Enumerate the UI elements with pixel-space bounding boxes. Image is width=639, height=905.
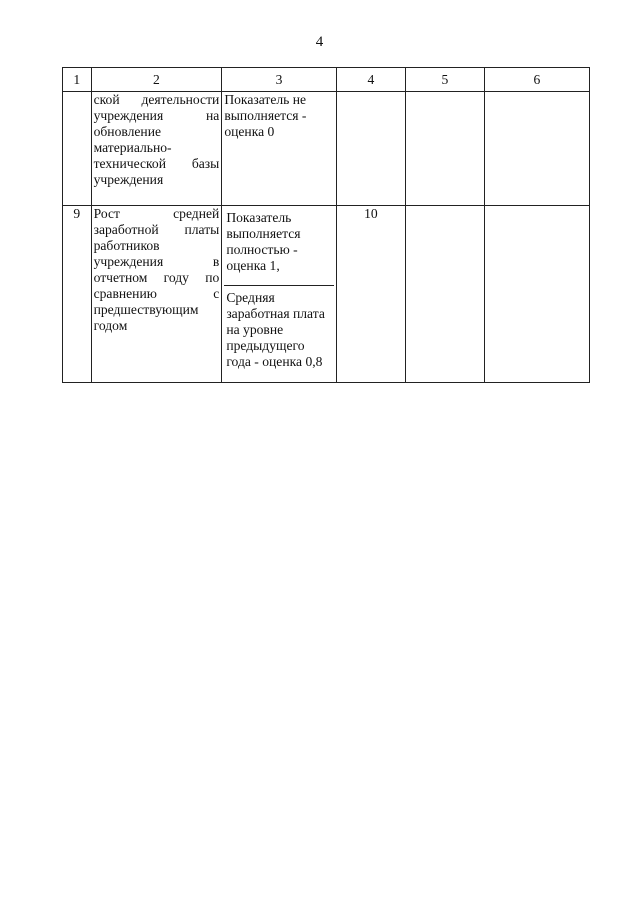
row-9-criteria-cell <box>222 206 336 383</box>
page-number: 4 <box>315 34 324 50</box>
header-cell-3: 3 <box>222 68 336 92</box>
header-cell-2: 2 <box>91 68 222 92</box>
row-9-col6 <box>484 206 589 383</box>
table-row <box>63 92 590 206</box>
row-9-number: 9 <box>63 206 92 383</box>
header-cell-4: 4 <box>336 68 405 92</box>
row-9-max-score: 10 <box>336 206 405 383</box>
table-header-row <box>63 68 590 92</box>
row-9-criteria-1: Показатель выполняется полностью - оценка 1, <box>224 206 333 286</box>
row-9-col5 <box>406 206 485 383</box>
row-continuation-score <box>336 92 405 206</box>
header-cell-5: 5 <box>406 68 485 92</box>
row-continuation-col5 <box>406 92 485 206</box>
row-9-indicator: Рост средней заработной платы работников учреждения в отчетном году по сравнению с предшествующим годом <box>91 206 222 383</box>
row-continuation-indicator: ской деятельности учреждения на обновление материально-технической базы учреждения <box>91 92 222 206</box>
row-continuation-number <box>63 92 92 206</box>
table-row <box>63 206 590 383</box>
header-cell-1: 1 <box>63 68 92 92</box>
row-continuation-criteria: Показатель не выполняется - оценка 0 <box>222 92 336 206</box>
row-continuation-col6 <box>484 92 589 206</box>
evaluation-table <box>62 67 590 383</box>
row-9-criteria-2: Средняя заработная плата на уровне предыдущего года - оценка 0,8 <box>226 290 325 369</box>
header-cell-6: 6 <box>484 68 589 92</box>
